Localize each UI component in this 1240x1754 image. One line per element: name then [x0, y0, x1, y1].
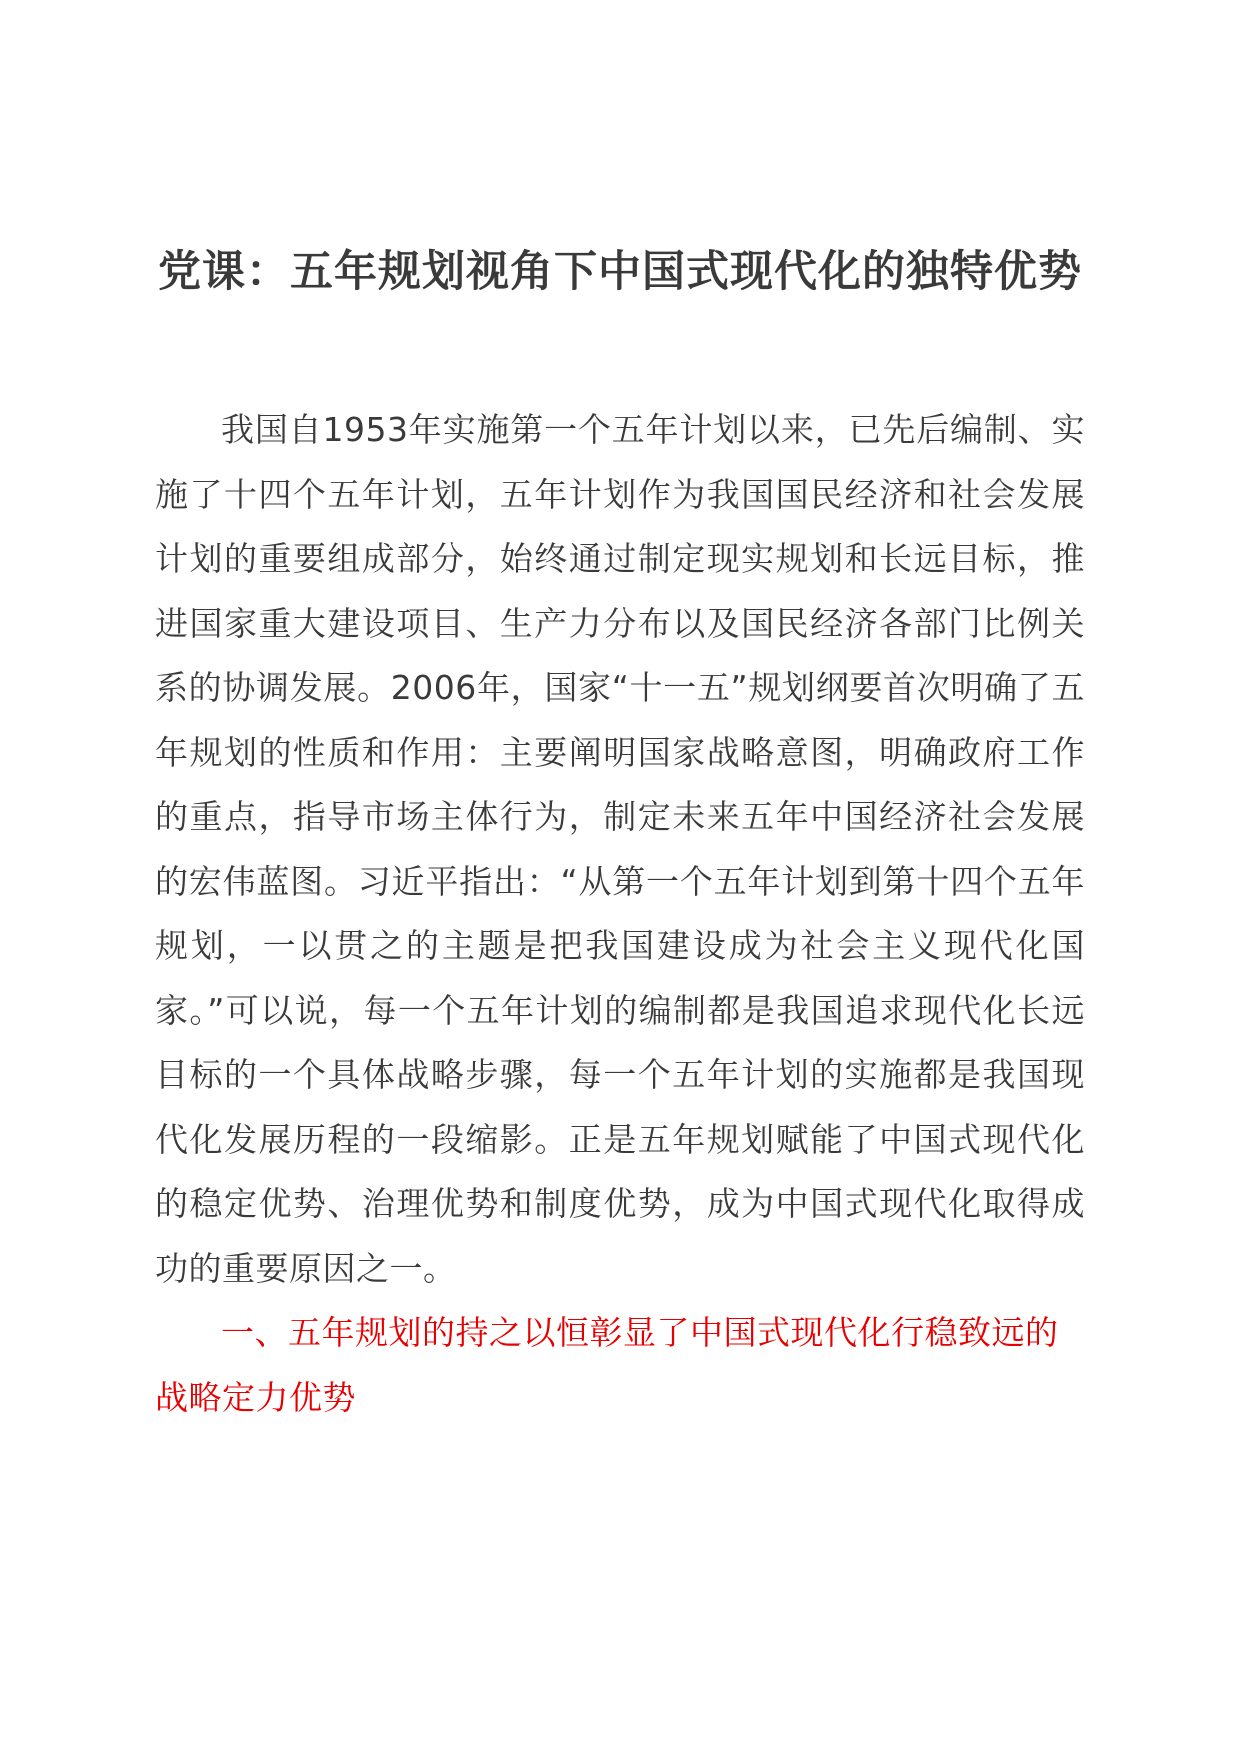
- body-paragraph: 我国自1953年实施第一个五年计划以来，已先后编制、实施了十四个五年计划，五年计划作为我国国民经济和社会发展计划的重要组成部分，始终通过制定现实规划和长远目标，推进国家重大建设项目、生产力分布以及国民经济各部门比例关系的协调发展。2006年，国家“十一五”规划纲要首次明确了五年规划的性质和作用：主要阐明国家战略意图，明确政府工作的重点，指导市场主体行为，制定未来五年中国经济社会发展的宏伟蓝图。习近平指出：“从第一个五年计划到第十四个五年规划，一以贯之的主题是把我国建设成为社会主义现代化国家。”可以说，每一个五年计划的编制都是我国追求现代化长远目标的一个具体战略步骤，每一个五年计划的实施都是我国现代化发展历程的一段缩影。正是五年规划赋能了中国式现代化的稳定优势、治理优势和制度优势，成为中国式现代化取得成功的重要原因之一。: [155, 410, 1085, 1288]
- section-heading: 一、五年规划的持之以恒彰显了中国式现代化行稳致远的战略定力优势: [155, 1313, 1059, 1417]
- document-body: [155, 398, 1085, 1430]
- document-title: 党课：五年规划视角下中国式现代化的独特优势: [158, 247, 1082, 297]
